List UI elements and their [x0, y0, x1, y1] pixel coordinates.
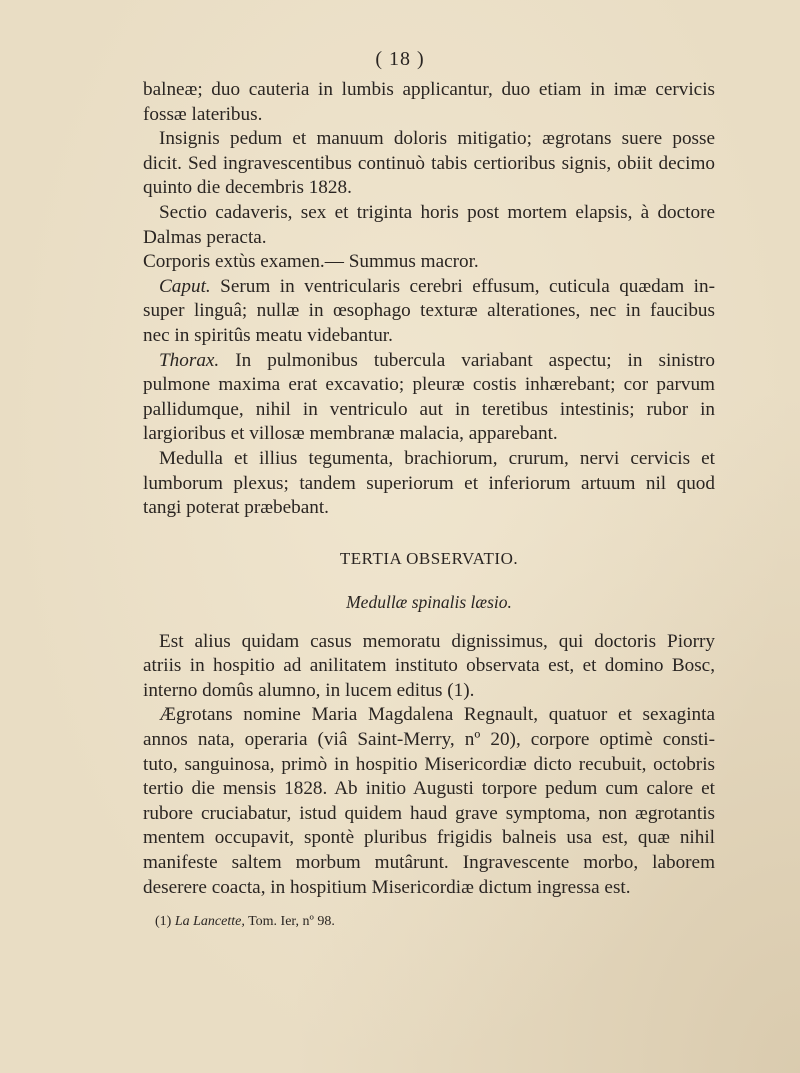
text-line: mentem occupavit, spontè pluribus frigidis balneis usa est, quæ nihil [143, 827, 715, 849]
body-text [143, 78, 715, 900]
text-line: tangi poterat præbebant. [143, 497, 329, 519]
text-line: largioribus et villosæ membranæ malacia, apparebant. [143, 423, 558, 445]
paragraph [143, 127, 715, 201]
text-line: nec in spiritûs meatu videbantur. [143, 324, 393, 346]
text-line: pallidumque, nihil in ventriculo aut in teretibus intestinis; rubor in [143, 398, 715, 420]
paragraph [143, 703, 715, 900]
text-line: Ægrotans nomine Maria Magdalena Regnault, quatuor et sexaginta [159, 704, 715, 726]
text-line: tertio die mensis 1828. Ab initio Augusti torpore pedum cum calore et [143, 778, 715, 800]
text-line: interno domûs alumno, in lucem editus (1). [143, 679, 475, 701]
paragraph [143, 349, 715, 447]
text-line: tuto, sanguinosa, primò in hospitio Misericordiæ dicto recubuit, octobris [143, 753, 715, 775]
text-line: dicit. Sed ingravescentibus continuò tabis certioribus signis, obiit decimo [143, 152, 715, 174]
section-heading: TERTIA OBSERVATIO. [339, 548, 519, 568]
section-lead: Caput. [159, 275, 211, 297]
text-line: quinto die decembris 1828. [143, 177, 352, 199]
footnote-marker: (1) [155, 914, 172, 929]
text-line-rest: In pulmonibus tubercula variabant aspectu; in sinistro [219, 349, 715, 371]
footnote-ref: Tom. Ier, nº 98. [248, 914, 335, 929]
text-line: annos nata, operaria (viâ Saint-Merry, nº 20), corpore optimè consti- [143, 729, 715, 751]
paragraph [143, 447, 715, 521]
paragraph [143, 78, 715, 127]
paragraph [143, 630, 715, 704]
page-number: ( 18 ) [375, 48, 425, 70]
text-line: rubore cruciabatur, istud quidem haud grave symptoma, non ægrotantis [143, 802, 715, 824]
text-line: Insignis pedum et manuum doloris mitigatio; ægrotans suere posse [159, 128, 715, 150]
text-line: Est alius quidam casus memoratu dignissimus, qui doctoris Piorry [159, 630, 715, 652]
text-line: fossæ lateribus. [143, 103, 263, 125]
text-line: super linguâ; nullæ in œsophago texturæ alterationes, nec in faucibus [143, 300, 715, 322]
text-line: atriis in hospitio ad anilitatem instituto observata est, et domino Bosc, [143, 655, 715, 677]
text-line-rest: Serum in ventricularis cerebri effusum, cuticula quædam in- [210, 275, 715, 297]
text-line [143, 349, 715, 374]
text-line: lumborum plexus; tandem superiorum et inferiorum artuum nil quod [143, 472, 715, 494]
paragraph [143, 275, 715, 349]
text-line: deserere coacta, in hospitium Misericordiæ dictum ingressa est. [143, 876, 631, 898]
text-line: balneæ; duo cauteria in lumbis applicantur, duo etiam in imæ cervicis [143, 79, 715, 100]
footnote [155, 914, 335, 930]
text-line: Dalmas peracta. [143, 226, 267, 248]
text-line [143, 275, 715, 300]
paragraph [143, 201, 715, 250]
text-line: pulmone maxima erat excavatio; pleuræ costis inhærebant; cor parvum [143, 374, 715, 396]
text-line: manifeste saltem morbum mutârunt. Ingravescente morbo, laborem [143, 852, 715, 874]
footnote-source: La Lancette, [174, 914, 245, 929]
text-line: Sectio cadaveris, sex et triginta horis post mortem elapsis, à doctore [159, 201, 715, 223]
section-subheading: Medullæ spinalis læsio. [346, 591, 512, 612]
text-line: Corporis extùs examen.— Summus macror. [143, 251, 479, 273]
text-line: Medulla et illius tegumenta, brachiorum, crurum, nervi cervicis et [159, 447, 715, 469]
paragraph [143, 250, 715, 275]
section-lead: Thorax. [159, 349, 220, 371]
